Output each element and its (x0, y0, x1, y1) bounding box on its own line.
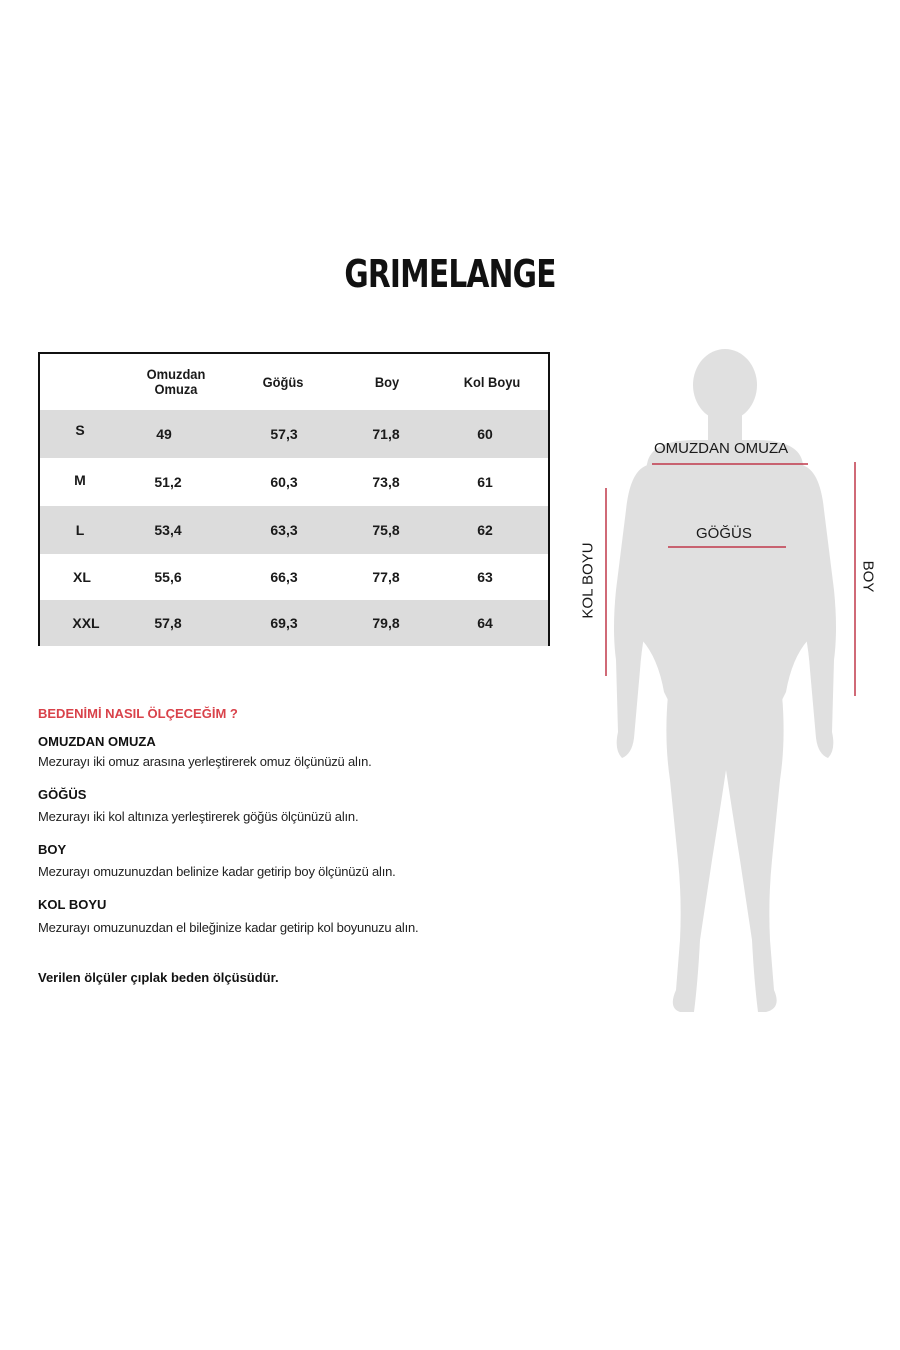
header-chest: Göğüs (262, 373, 304, 390)
cell-shoulder: 57,8 (154, 615, 182, 631)
cell-chest: 69,3 (270, 615, 298, 631)
cell-size: XL (73, 569, 91, 585)
cell-length: 77,8 (372, 569, 400, 585)
cell-sleeve: 61 (477, 474, 493, 490)
cell-length: 73,8 (372, 474, 400, 490)
section-text-length: Mezurayı omuzunuzdan belinize kadar getirip boy ölçünüzü alın. (38, 864, 396, 879)
table-row (40, 554, 548, 600)
section-heading-shoulder: OMUZDAN OMUZA (38, 734, 156, 749)
section-text-shoulder: Mezurayı iki omuz arasına yerleştirerek omuz ölçünüzü alın. (38, 754, 372, 769)
table-header (40, 354, 548, 410)
header-sleeve: Kol Boyu (463, 373, 521, 390)
label-shoulder: OMUZDAN OMUZA (654, 440, 789, 457)
cell-length: 79,8 (372, 615, 400, 631)
cell-size: L (75, 522, 85, 538)
table-row (40, 458, 548, 506)
section-heading-length: BOY (38, 842, 67, 857)
header-size (44, 354, 127, 410)
size-table (38, 352, 550, 646)
brand-title: GRIMELANGE (344, 252, 556, 296)
cell-length: 75,8 (372, 522, 400, 538)
cell-length: 71,8 (372, 426, 400, 442)
cell-shoulder: 53,4 (154, 522, 182, 538)
cell-sleeve: 62 (477, 522, 493, 538)
guide-title: BEDENİMİ NASIL ÖLÇECEĞİM ? (38, 706, 238, 721)
cell-shoulder: 49 (156, 426, 172, 442)
section-heading-sleeve: KOL BOYU (38, 897, 107, 912)
cell-sleeve: 64 (477, 615, 493, 631)
measurement-note: Verilen ölçüler çıplak beden ölçüsüdür. (38, 970, 279, 985)
cell-shoulder: 55,6 (154, 569, 182, 585)
label-chest: GÖĞÜS (696, 525, 752, 542)
header-shoulder: Omuzdan Omuza (146, 366, 206, 397)
section-text-sleeve: Mezurayı omuzunuzdan el bileğinize kadar getirip kol boyunuzu alın. (38, 920, 419, 935)
label-length: BOY (859, 560, 877, 593)
table-row (40, 410, 548, 458)
cell-shoulder: 51,2 (154, 474, 182, 490)
cell-size: M (74, 472, 86, 488)
cell-sleeve: 63 (477, 569, 493, 585)
section-text-chest: Mezurayı iki kol altınıza yerleştirerek göğüs ölçünüzü alın. (38, 809, 359, 824)
cell-sleeve: 60 (477, 426, 493, 442)
table-row (40, 506, 548, 554)
header-length: Boy (374, 373, 400, 390)
body-figure (560, 340, 900, 1040)
cell-chest: 57,3 (270, 426, 298, 442)
cell-chest: 63,3 (270, 522, 298, 538)
table-row (40, 600, 548, 646)
cell-size: XXL (72, 615, 100, 631)
cell-size: S (75, 422, 85, 438)
section-heading-chest: GÖĞÜS (38, 787, 87, 802)
cell-chest: 60,3 (270, 474, 298, 490)
cell-chest: 66,3 (270, 569, 298, 585)
label-sleeve: KOL BOYU (579, 542, 597, 619)
